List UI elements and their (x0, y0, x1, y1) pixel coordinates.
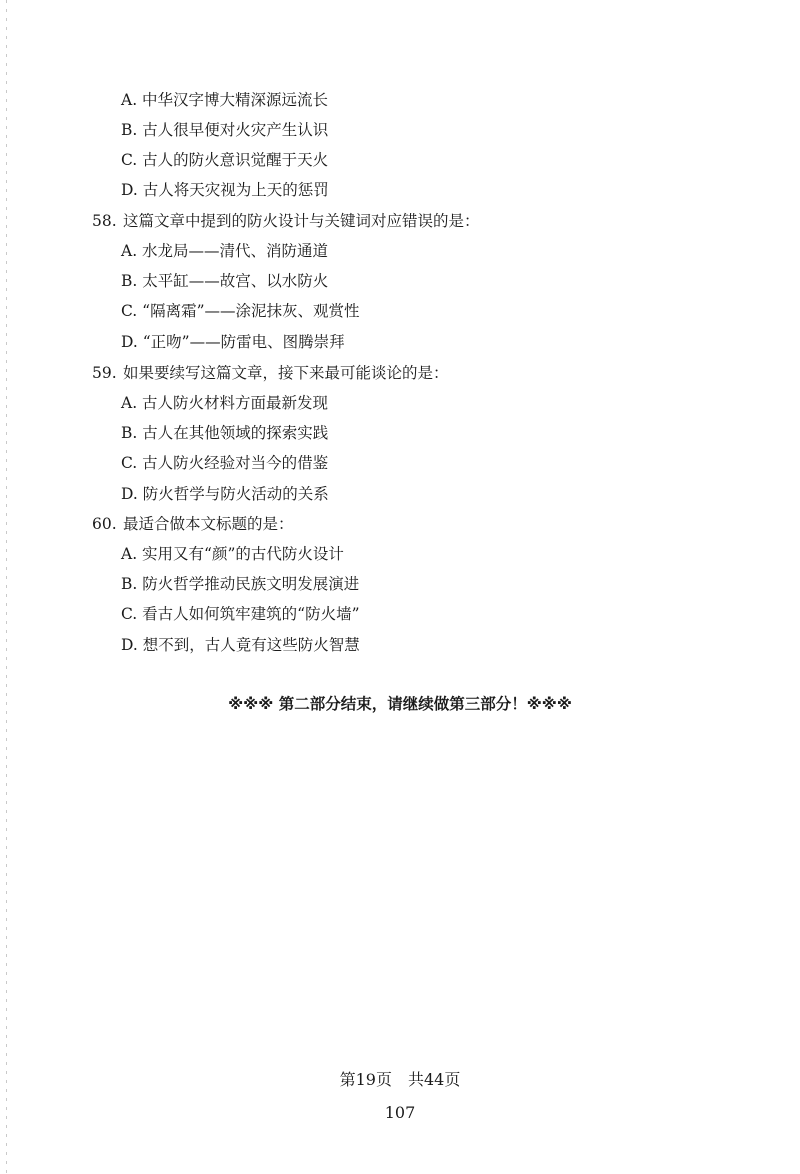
section-end-note: ※※※ 第二部分结束，请继续做第三部分！※※※ (228, 695, 572, 713)
q60-option-b: B. 防火哲学推动民族文明发展演进 (121, 575, 360, 593)
q60-stem-line (92, 514, 294, 534)
q58-number: 58. (92, 212, 117, 230)
q58-stem-line (92, 211, 480, 231)
q60-stem: 最适合做本文标题的是： (123, 515, 294, 533)
q58-option-b: B. 太平缸——故宫、以水防火 (121, 272, 329, 290)
q58-option-c: C. “隔离霜”——涂泥抹灰、观赏性 (121, 302, 360, 320)
page-indicator: 第19页 共44页 (339, 1070, 461, 1089)
scan-edge (6, 0, 7, 1174)
q59-option-a: A. 古人防火材料方面最新发现 (121, 394, 329, 412)
q59-stem: 如果要续写这篇文章，接下来最可能谈论的是： (123, 364, 449, 382)
q59-option-d: D. 防火哲学与防火活动的关系 (121, 485, 329, 503)
q59-number: 59. (92, 364, 117, 382)
q57-option-d: D. 古人将天灾视为上天的惩罚 (121, 181, 329, 199)
q57-option-a: A. 中华汉字博大精深源远流长 (121, 91, 329, 109)
q59-option-b: B. 古人在其他领域的探索实践 (121, 424, 329, 442)
q58-option-d: D. “正吻”——防雷电、图腾崇拜 (121, 333, 345, 351)
q59-stem-line (92, 363, 449, 383)
q60-option-d: D. 想不到，古人竟有这些防火智慧 (121, 636, 360, 654)
q60-number: 60. (92, 515, 117, 533)
q60-option-a: A. 实用又有“颜”的古代防火设计 (121, 545, 344, 563)
q57-option-c: C. 古人的防火意识觉醒于天火 (121, 151, 329, 169)
q59-option-c: C. 古人防火经验对当今的借鉴 (121, 454, 329, 472)
page-number: 107 (384, 1103, 416, 1122)
q60-option-c: C. 看古人如何筑牢建筑的“防火墙” (121, 605, 360, 623)
q58-stem: 这篇文章中提到的防火设计与关键词对应错误的是： (123, 212, 480, 230)
q58-option-a: A. 水龙局——清代、消防通道 (121, 242, 329, 260)
q57-option-b: B. 古人很早便对火灾产生认识 (121, 121, 329, 139)
